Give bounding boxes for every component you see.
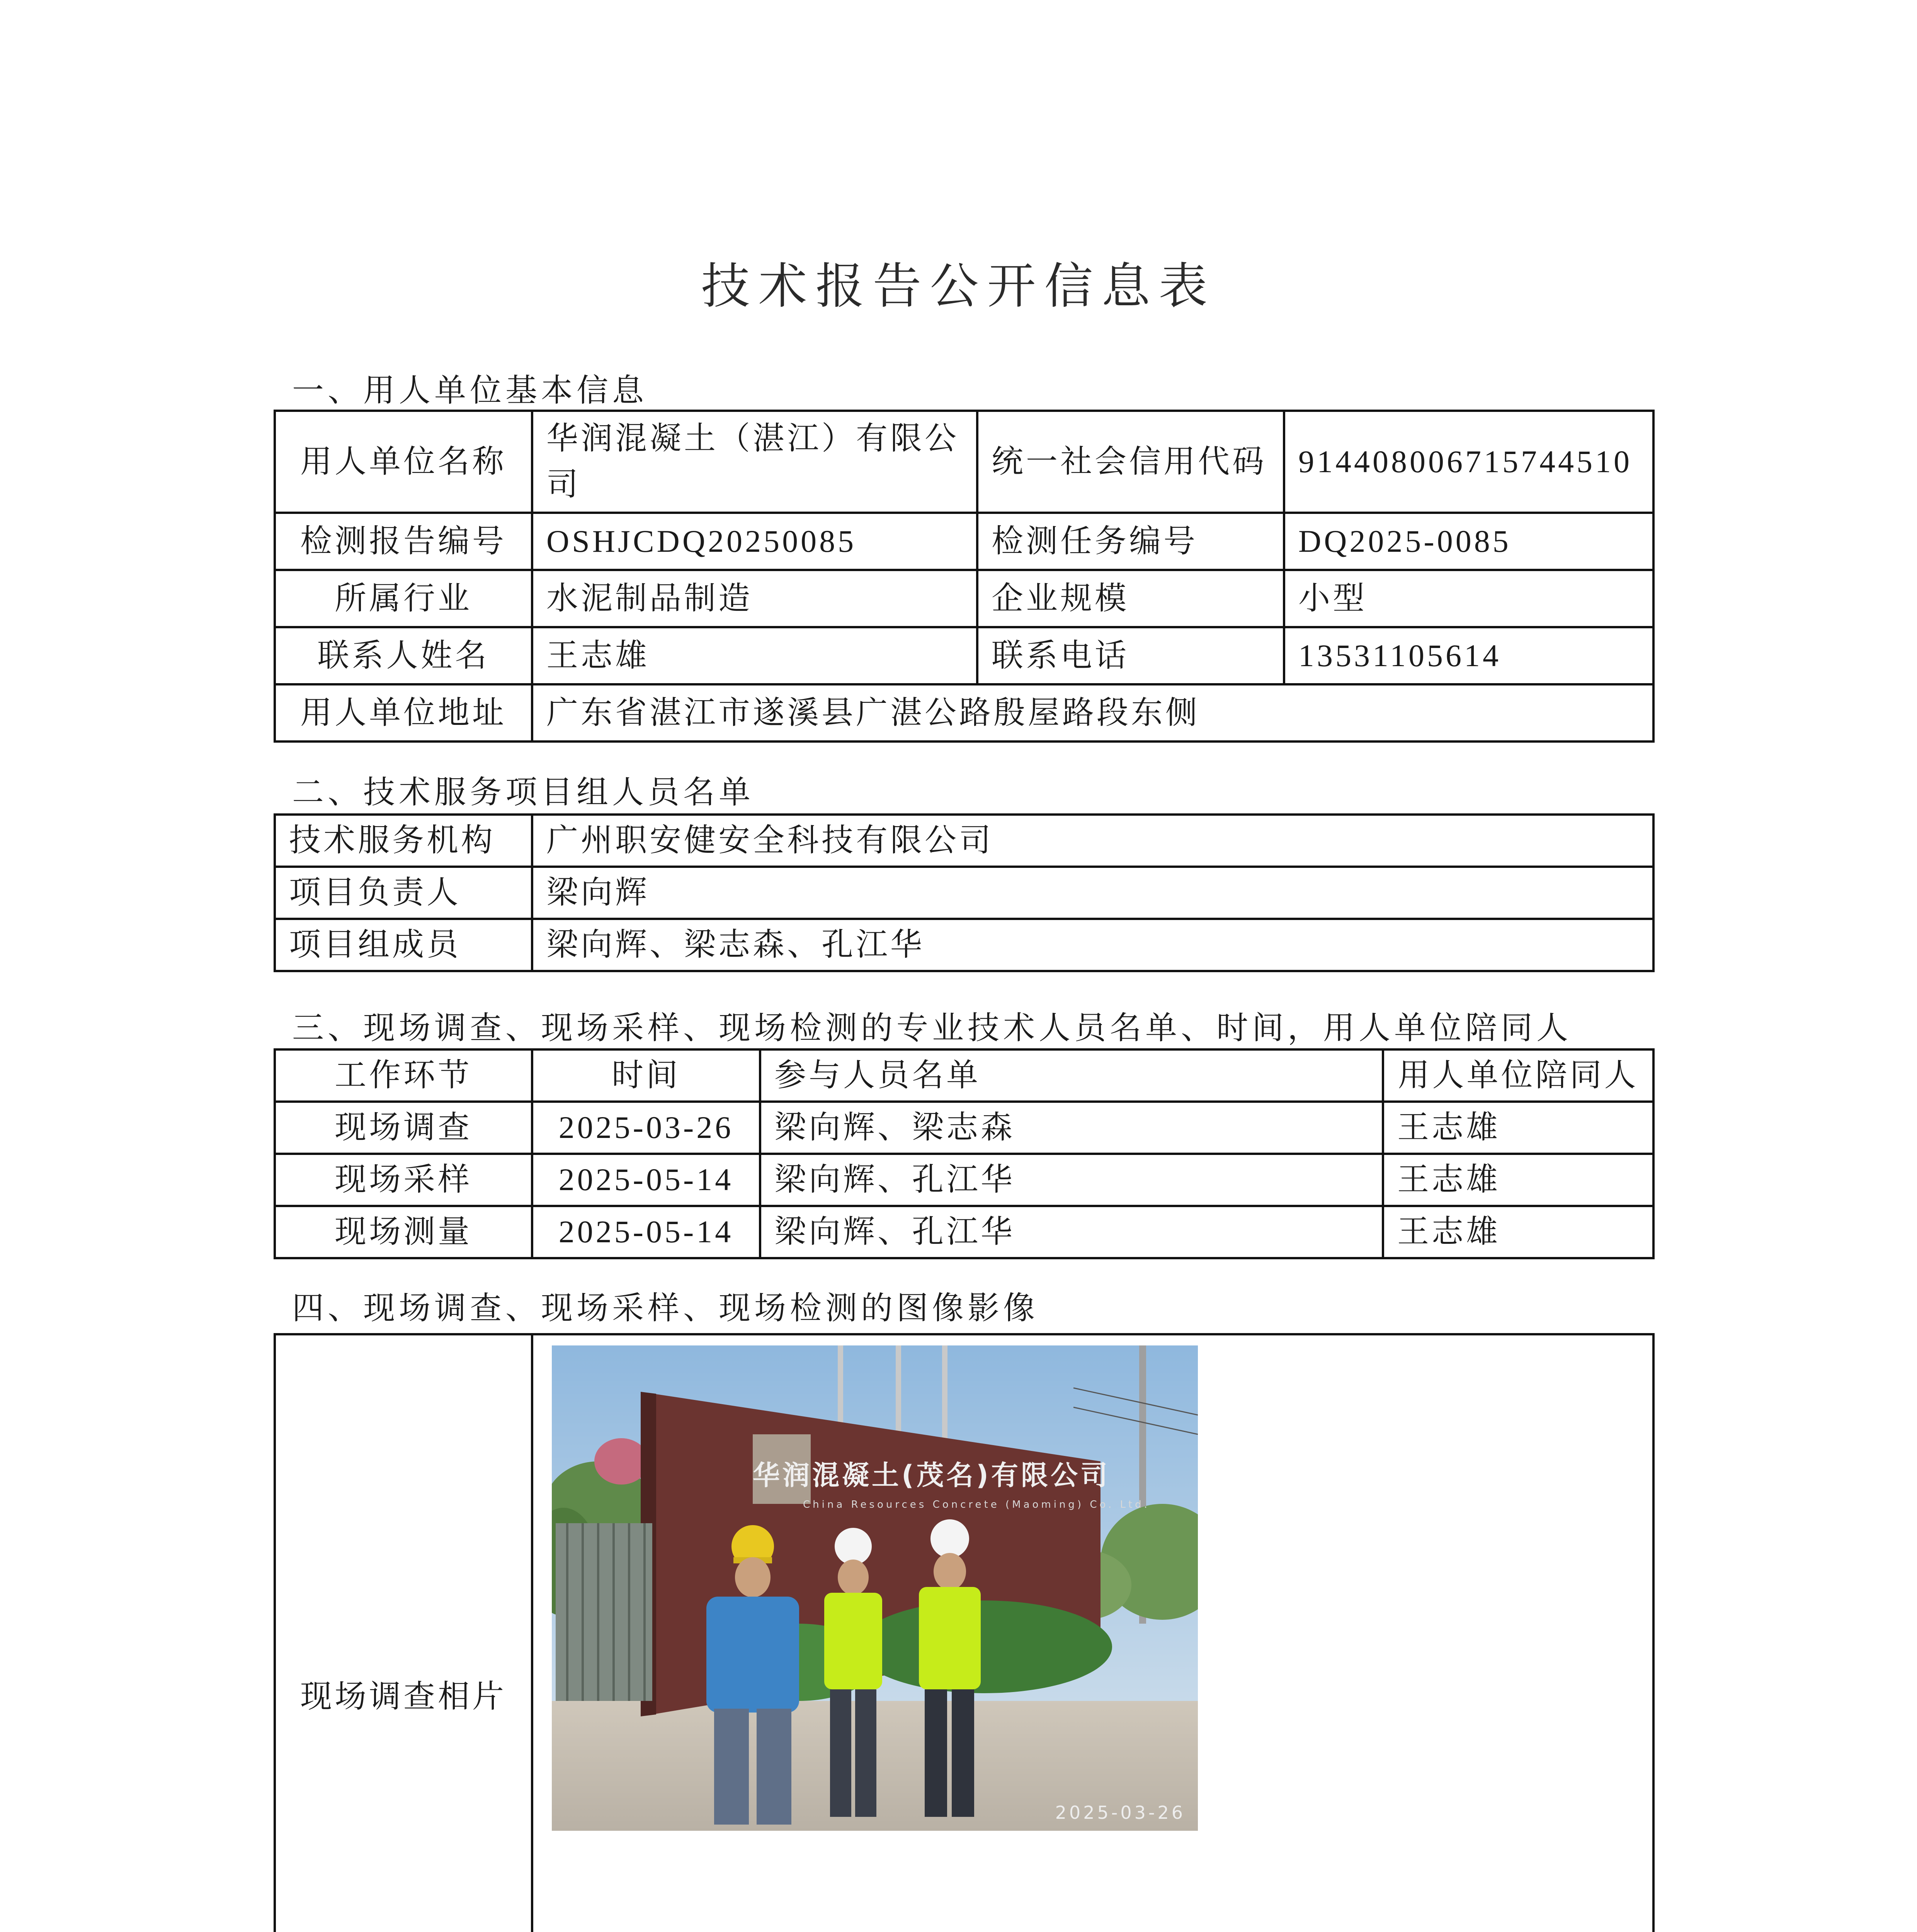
site-photo-illustration bbox=[552, 1345, 1198, 1831]
scale-label: 企业规模 bbox=[977, 570, 1284, 627]
org-label: 技术服务机构 bbox=[275, 815, 532, 867]
report-no-value: OSHJCDQ20250085 bbox=[532, 513, 977, 570]
table-row bbox=[275, 513, 1653, 570]
table-row bbox=[275, 684, 1653, 742]
table-header-row bbox=[275, 1049, 1653, 1102]
column-header: 时间 bbox=[532, 1049, 760, 1102]
date-cell: 2025-05-14 bbox=[532, 1206, 760, 1258]
stage-cell: 现场测量 bbox=[275, 1206, 532, 1258]
leader-label: 项目负责人 bbox=[275, 867, 532, 919]
members-value: 梁向辉、梁志森、孔江华 bbox=[532, 919, 1653, 971]
section-title-basic-info: 一、用人单位基本信息 bbox=[292, 372, 648, 409]
org-value: 广州职安健安全科技有限公司 bbox=[532, 815, 1653, 867]
table-row bbox=[275, 627, 1653, 684]
contact-value: 王志雄 bbox=[532, 627, 977, 684]
photo-cell bbox=[532, 1334, 1653, 1932]
table-row bbox=[275, 919, 1653, 971]
table-row bbox=[275, 570, 1653, 627]
phone-value: 13531105614 bbox=[1284, 627, 1653, 684]
unit-name-value: 华润混凝土（湛江）有限公司 bbox=[532, 411, 977, 513]
report-no-label: 检测报告编号 bbox=[275, 513, 532, 570]
industry-value: 水泥制品制造 bbox=[532, 570, 977, 627]
page-title: 技术报告公开信息表 bbox=[701, 258, 1216, 315]
section-title-photos: 四、现场调查、现场采样、现场检测的图像影像 bbox=[292, 1290, 1039, 1327]
escort-cell: 王志雄 bbox=[1383, 1102, 1653, 1154]
basic-info-table bbox=[274, 410, 1655, 743]
staff-cell: 梁向辉、孔江华 bbox=[760, 1206, 1383, 1258]
task-no-value: DQ2025-0085 bbox=[1284, 513, 1653, 570]
section-title-team: 二、技术服务项目组人员名单 bbox=[292, 774, 755, 811]
sign-text: 华润混凝土(茂名)有限公司 bbox=[753, 1459, 1110, 1491]
unit-name-label: 用人单位名称 bbox=[275, 411, 532, 513]
staff-cell: 梁向辉、孔江华 bbox=[760, 1154, 1383, 1206]
stage-cell: 现场采样 bbox=[275, 1154, 532, 1206]
team-table bbox=[274, 813, 1655, 972]
table-row bbox=[275, 411, 1653, 513]
contact-label: 联系人姓名 bbox=[275, 627, 532, 684]
credit-code-value: 914408006715744510 bbox=[1284, 411, 1653, 513]
site-survey-photo bbox=[552, 1345, 1198, 1831]
industry-label: 所属行业 bbox=[275, 570, 532, 627]
escort-cell: 王志雄 bbox=[1383, 1154, 1653, 1206]
table-row bbox=[275, 1102, 1653, 1154]
photo-table bbox=[274, 1333, 1655, 1932]
table-row bbox=[275, 867, 1653, 919]
escort-cell: 王志雄 bbox=[1383, 1206, 1653, 1258]
fieldwork-table bbox=[274, 1048, 1655, 1259]
credit-code-label: 统一社会信用代码 bbox=[977, 411, 1284, 513]
address-value: 广东省湛江市遂溪县广湛公路殷屋路段东侧 bbox=[532, 684, 1653, 742]
section-title-fieldwork: 三、现场调查、现场采样、现场检测的专业技术人员名单、时间，用人单位陪同人 bbox=[292, 1010, 1572, 1046]
phone-label: 联系电话 bbox=[977, 627, 1284, 684]
members-label: 项目组成员 bbox=[275, 919, 532, 971]
leader-value: 梁向辉 bbox=[532, 867, 1653, 919]
photo-row-label: 现场调查相片 bbox=[275, 1334, 532, 1932]
table-row bbox=[275, 1206, 1653, 1258]
table-row bbox=[275, 1154, 1653, 1206]
column-header: 用人单位陪同人 bbox=[1383, 1049, 1653, 1102]
table-row bbox=[275, 1334, 1653, 1932]
table-row bbox=[275, 815, 1653, 867]
task-no-label: 检测任务编号 bbox=[977, 513, 1284, 570]
staff-cell: 梁向辉、梁志森 bbox=[760, 1102, 1383, 1154]
date-cell: 2025-05-14 bbox=[532, 1154, 760, 1206]
photo-timestamp: 2025-03-26 bbox=[1055, 1802, 1186, 1823]
scale-value: 小型 bbox=[1284, 570, 1653, 627]
address-label: 用人单位地址 bbox=[275, 684, 532, 742]
column-header: 参与人员名单 bbox=[760, 1049, 1383, 1102]
date-cell: 2025-03-26 bbox=[532, 1102, 760, 1154]
column-header: 工作环节 bbox=[275, 1049, 532, 1102]
stage-cell: 现场调查 bbox=[275, 1102, 532, 1154]
sign-subtext: China Resources Concrete (Maoming) Co. Ltd. bbox=[803, 1499, 1150, 1510]
